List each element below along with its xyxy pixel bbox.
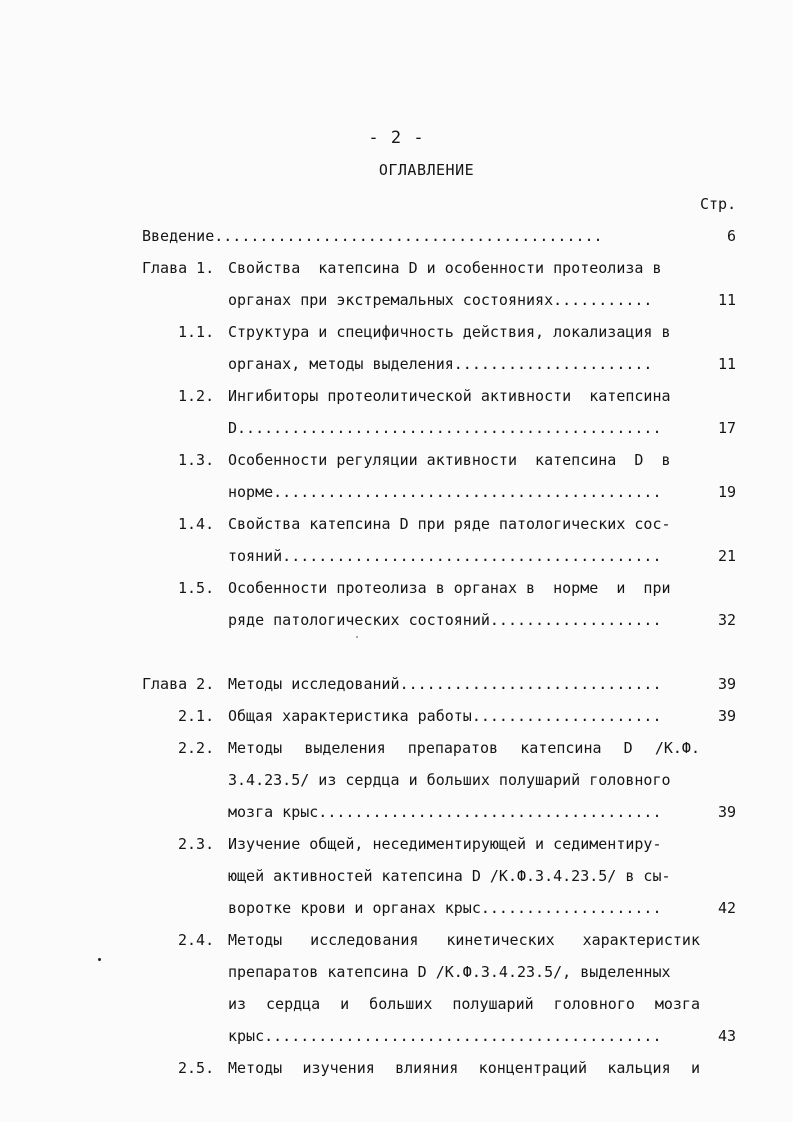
toc-chapter-1-line-1: Свойства катепсина D и особенности протеолиза в: [228, 259, 662, 277]
toc-chapter-2-label: Глава 2.: [142, 675, 215, 693]
toc-chapter-1-page: 11: [717, 291, 736, 309]
toc-entry-intro-page: 6: [726, 227, 736, 245]
toc-section-2-3-line-1: Изучение общей, неседиментирующей и седиментиру-: [228, 835, 662, 853]
toc-section-1-1-line-2: органах, методы выделения......................: [228, 355, 653, 373]
toc-section-2-2-line-1: Методы выделения препаратов катепсина D /К.Ф.: [228, 739, 700, 757]
toc-section-1-2-line-2: D...............................................: [228, 419, 662, 437]
toc-section-1-2-line-1: Ингибиторы протеолитической активности катепсина: [228, 387, 671, 405]
toc-section-1-3-label: 1.3.: [178, 451, 215, 469]
toc-section-2-4-line-4: крыс............................................: [228, 1027, 662, 1045]
toc-section-2-4-line-2: препаратов катепсина D /К.Ф.3.4.23.5/, выделенных: [228, 963, 671, 981]
toc-section-2-4-page: 43: [717, 1027, 736, 1045]
toc-section-2-4-line-1: Методы исследования кинетических характеристик: [228, 931, 700, 949]
toc-section-1-1-label: 1.1.: [178, 323, 215, 341]
toc-chapter-2-line-1: Методы исследований.............................: [228, 675, 662, 693]
toc-section-1-4-line-1: Свойства катепсина D при ряде патологических сос-: [228, 515, 671, 533]
scan-speck: [356, 636, 358, 638]
toc-section-1-3-line-1: Особенности регуляции активности катепсина D в: [228, 451, 671, 469]
toc-section-2-2-line-3: мозга крыс......................................: [228, 803, 662, 821]
toc-section-2-4-label: 2.4.: [178, 931, 215, 949]
toc-entry-intro-text: Введение...........................................: [142, 227, 657, 245]
toc-section-1-1-line-1: Структура и специфичность действия, локализация в: [228, 323, 671, 341]
toc-section-1-5-line-1: Особенности протеолиза в органах в норме и при: [228, 579, 671, 597]
toc-section-1-3-line-2: норме...........................................: [228, 483, 662, 501]
toc-section-1-5-label: 1.5.: [178, 579, 215, 597]
toc-section-1-2-page: 17: [717, 419, 736, 437]
toc-section-2-1-page: 39: [717, 707, 736, 725]
toc-section-2-3-label: 2.3.: [178, 835, 215, 853]
page-title: ОГЛАВЛЕНИЕ: [378, 161, 475, 179]
toc-section-1-5-line-2: ряде патологических состояний...................: [228, 611, 662, 629]
page-number: - 2 -: [368, 128, 425, 148]
toc-section-2-3-line-3: воротке крови и органах крыс....................: [228, 899, 662, 917]
toc-section-2-1-label: 2.1.: [178, 707, 215, 725]
toc-section-2-4-line-3: из сердца и больших полушарий головного мозга: [228, 995, 700, 1013]
toc-section-1-1-page: 11: [717, 355, 736, 373]
toc-section-2-2-label: 2.2.: [178, 739, 215, 757]
toc-section-2-2-line-2: 3.4.23.5/ из сердца и больших полушарий головного: [228, 771, 671, 789]
toc-section-1-4-page: 21: [717, 547, 736, 565]
toc-section-2-5-label: 2.5.: [178, 1059, 215, 1077]
toc-section-1-4-label: 1.4.: [178, 515, 215, 533]
toc-section-2-2-page: 39: [717, 803, 736, 821]
toc-chapter-1-label: Глава 1.: [142, 259, 215, 277]
pages-column-header: Стр.: [700, 195, 737, 213]
toc-section-1-5-page: 32: [717, 611, 736, 629]
toc-section-2-5-line-1: Методы изучения влияния концентраций кальция и: [228, 1059, 700, 1077]
toc-section-1-4-line-2: тояний..........................................: [228, 547, 662, 565]
toc-chapter-1-line-2: органах при экстремальных состояниях...........: [228, 291, 653, 309]
toc-section-2-1-line-1: Общая характеристика работы.....................: [228, 707, 662, 725]
toc-section-1-2-label: 1.2.: [178, 387, 215, 405]
toc-section-1-3-page: 19: [717, 483, 736, 501]
toc-section-2-3-page: 42: [717, 899, 736, 917]
scan-speck: [98, 958, 101, 961]
toc-section-2-3-line-2: ющей активностей катепсина D /К.Ф.3.4.23.5/ в сы-: [228, 867, 671, 885]
toc-chapter-2-page: 39: [717, 675, 736, 693]
